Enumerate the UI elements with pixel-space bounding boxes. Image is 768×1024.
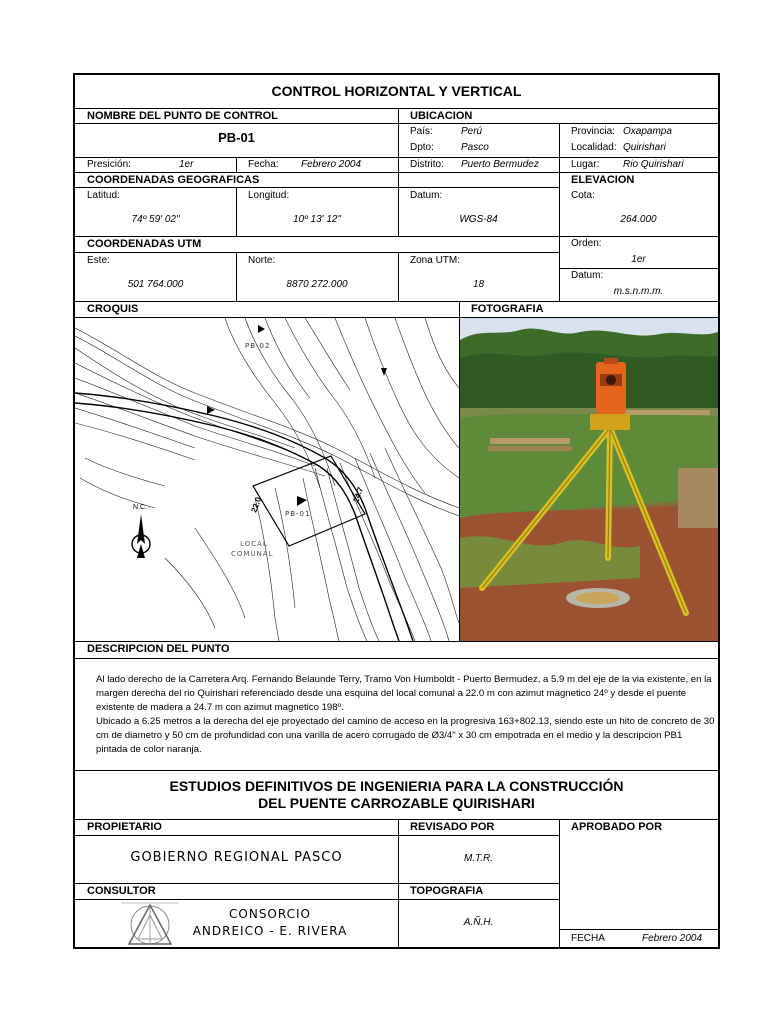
longitud-value: 10º 13' 12" [292, 214, 342, 225]
croquis-header: CROQUIS [87, 303, 139, 315]
norte-value: 8870 272.000 [286, 279, 348, 290]
map-label-pb01: PB-01 [285, 510, 311, 518]
geo-datum-value: WGS-84 [459, 214, 498, 225]
utm-header: COORDENADAS UTM [87, 238, 202, 250]
descripcion-paragraph-1: Al lado derecho de la Carretera Arq. Fernando Belaunde Terry, Tramo Von Humboldt - Puerto Bermudez, a 5.9 m del eje de la via existente, en la margen derecha del rio Quirishari referenciado desde una esquina del local comunal a 22.0 m con azimut magnetico 24º y desde el puente existente de madera a 24.7 m con azimut magnetico 198º. [96, 674, 712, 713]
latitud-value: 74º 59' 02" [131, 214, 180, 225]
longitud-label: Longitud: [248, 190, 290, 201]
localidad-label: Localidad: [571, 142, 617, 153]
control-sheet [73, 73, 720, 949]
localidad-value: Quirishari [623, 142, 666, 153]
geo-datum-label: Datum: [410, 190, 443, 201]
map-label-distance-2: 24.7 [351, 485, 366, 504]
point-name: PB-01 [218, 130, 255, 145]
revisado-value: M.T.R. [463, 853, 494, 864]
map-label-pb02: PB-02 [245, 342, 271, 350]
survey-photo [460, 318, 718, 641]
elevacion-datum-label: Datum: [571, 270, 604, 281]
ubicacion-header: UBICACION [410, 110, 473, 122]
map-label-local: LOCAL [240, 540, 268, 548]
consultor-line2: ANDREICO - E. RIVERA [192, 924, 348, 938]
topografia-header: TOPOGRAFIA [410, 885, 484, 897]
orden-label: Orden: [571, 238, 602, 249]
pais-value: Perú [461, 126, 483, 137]
punto-header: NOMBRE DEL PUNTO DE CONTROL [87, 110, 278, 122]
aprobado-header: APROBADO POR [571, 821, 663, 833]
dpto-value: Pasco [461, 142, 489, 153]
north-label: N.C. [133, 504, 147, 511]
map-label-distance-1: 22.0 [249, 495, 264, 514]
este-value: 501 764.000 [127, 279, 184, 290]
propietario-header: PROPIETARIO [87, 821, 162, 833]
zona-label: Zona UTM: [410, 255, 461, 266]
cota-label: Cota: [571, 190, 595, 201]
topografia-value: A.Ñ.H. [463, 917, 494, 928]
presicion-value: 1er [179, 159, 194, 170]
descripcion-header: DESCRIPCION DEL PUNTO [87, 643, 230, 655]
distrito-value: Puerto Bermudez [461, 159, 539, 170]
aprobado-fecha-value: Febrero 2004 [642, 933, 703, 944]
distrito-label: Distrito: [410, 159, 444, 170]
revisado-header: REVISADO POR [410, 821, 495, 833]
zona-value: 18 [472, 279, 485, 290]
project-title-line1: ESTUDIOS DEFINITIVOS DE INGENIERIA PARA LA CONSTRUCCIÓN [169, 778, 624, 794]
presicion-label: Presición: [87, 159, 131, 170]
latitud-label: Latitud: [87, 190, 120, 201]
elevacion-datum-value: m.s.n.m.m. [613, 286, 664, 297]
consultor-header: CONSULTOR [87, 885, 156, 897]
map-label-comunal: COMUNAL [231, 550, 274, 558]
dpto-label: Dpto: [410, 142, 434, 153]
lugar-label: Lugar: [571, 159, 600, 170]
orden-value: 1er [631, 254, 646, 265]
fecha-label: Fecha: [248, 159, 279, 170]
cota-value: 264.000 [620, 214, 657, 225]
elevacion-header: ELEVACION [571, 174, 635, 186]
sheet-title: CONTROL HORIZONTAL Y VERTICAL [271, 83, 522, 99]
consultor-line1: CONSORCIO [229, 907, 311, 921]
project-title-line2: DEL PUENTE CARROZABLE QUIRISHARI [258, 795, 535, 811]
consortium-logo-icon [121, 901, 179, 947]
pais-label: País: [410, 126, 433, 137]
descripcion-text [96, 673, 716, 757]
descripcion-paragraph-2: Ubicado a 6.25 metros a la derecha del eje proyectado del camino de acceso en la progresiva 163+802.13, siendo este un hito de concreto de 30 cm de diametro y 50 cm de profundidad con una varilla de acero corrugado de Ø3/4" x 30 cm empotrada en el medio y la descripcion PB1 pintada de color naranja. [96, 716, 715, 755]
lugar-value: Rio Quirishari [623, 159, 684, 170]
provincia-value: Oxapampa [623, 126, 672, 137]
fotografia-header: FOTOGRAFIA [471, 303, 544, 315]
croquis-map [75, 318, 459, 641]
aprobado-fecha-label: FECHA [571, 933, 605, 944]
propietario-value: GOBIERNO REGIONAL PASCO [130, 850, 343, 865]
geo-header: COORDENADAS GEOGRAFICAS [87, 174, 260, 186]
norte-label: Norte: [248, 255, 276, 266]
este-label: Este: [87, 255, 110, 266]
fecha-value: Febrero 2004 [301, 159, 362, 170]
provincia-label: Provincia: [571, 126, 615, 137]
